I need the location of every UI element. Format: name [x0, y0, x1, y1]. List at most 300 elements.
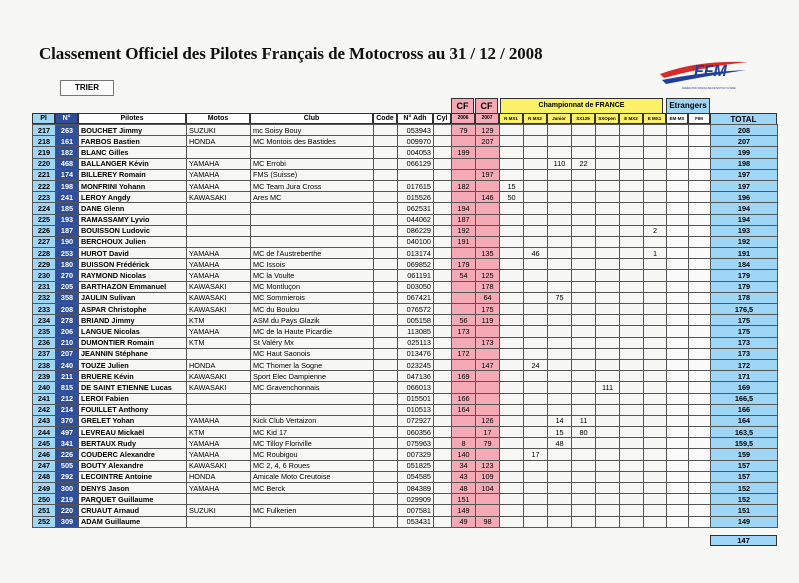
champ-cell [572, 236, 596, 247]
champ-cell [572, 326, 596, 337]
number-cell: 341 [56, 438, 79, 449]
champ-cell [548, 483, 572, 494]
moto-cell [187, 516, 251, 527]
code-cell [374, 180, 398, 191]
number-cell: 198 [56, 180, 79, 191]
table-row [33, 449, 778, 460]
champ-cell: 110 [548, 158, 572, 169]
champ-cell [524, 438, 548, 449]
table-row [33, 494, 778, 505]
table-row [33, 225, 778, 236]
champ-cell: 17 [524, 449, 548, 460]
champ-cell [644, 516, 667, 527]
champ-cell [524, 460, 548, 471]
code-cell [374, 326, 398, 337]
col-pilotes: Pilotes [78, 113, 186, 124]
total-cell: 176,5 [711, 304, 778, 315]
champ-cell [644, 158, 667, 169]
fim-cell [689, 505, 711, 516]
cyl-cell [434, 192, 452, 203]
champ-cell [644, 292, 667, 303]
code-cell [374, 382, 398, 393]
em-mx-cell [667, 427, 689, 438]
table-row [33, 471, 778, 482]
fim-cell [689, 348, 711, 359]
pilot-name: DE SAINT ETIENNE Lucas [79, 382, 187, 393]
table-row [33, 505, 778, 516]
moto-cell: KAWASAKI [187, 292, 251, 303]
cf2006-cell: 169 [452, 371, 476, 382]
champ-cell [548, 214, 572, 225]
rank-cell: 234 [33, 315, 56, 326]
cf2007-cell [476, 147, 500, 158]
pilot-name: LECOINTRE Antoine [79, 471, 187, 482]
code-cell [374, 427, 398, 438]
col-motos: Motos [186, 113, 250, 124]
champ-cell [500, 371, 524, 382]
championnat-header: Championnat de FRANCE [500, 98, 663, 114]
moto-cell: YAMAHA [187, 169, 251, 180]
rank-cell: 229 [33, 259, 56, 270]
champ-cell [500, 304, 524, 315]
table-row [33, 248, 778, 259]
pilot-name: TOUZE Julien [79, 359, 187, 370]
cf2007-cell: 64 [476, 292, 500, 303]
champ-cell [524, 225, 548, 236]
champ-cell [644, 371, 667, 382]
adh-cell: 013174 [398, 248, 434, 259]
club-cell: MC Montois des Bastides [251, 136, 374, 147]
champ-cell [644, 236, 667, 247]
champ-cell [596, 203, 620, 214]
cf2006-cell: 151 [452, 494, 476, 505]
champ-cell [500, 125, 524, 136]
rank-cell: 250 [33, 494, 56, 505]
cf2007-cell: 146 [476, 192, 500, 203]
total-cell: 192 [711, 236, 778, 247]
champ-cell [572, 270, 596, 281]
pilot-name: FOUILLET Anthony [79, 404, 187, 415]
club-cell: MC Berck [251, 483, 374, 494]
pilot-name: LEROI Fabien [79, 393, 187, 404]
pilot-name: MONFRINI Yohann [79, 180, 187, 191]
em-mx-cell [667, 449, 689, 460]
adh-cell: 013476 [398, 348, 434, 359]
cyl-cell [434, 169, 452, 180]
champ-cell [572, 516, 596, 527]
champ-cell [548, 125, 572, 136]
number-cell: 370 [56, 415, 79, 426]
cf2006-cell [452, 304, 476, 315]
sort-button[interactable]: TRIER [60, 80, 114, 96]
champ-cell [500, 516, 524, 527]
champ-cell [620, 505, 644, 516]
pilot-name: PARQUET Guillaume [79, 494, 187, 505]
code-cell [374, 337, 398, 348]
number-cell: 187 [56, 225, 79, 236]
total-cell: 197 [711, 169, 778, 180]
moto-cell: KAWASAKI [187, 460, 251, 471]
cyl-cell [434, 438, 452, 449]
fim-cell [689, 292, 711, 303]
champ-cell [596, 259, 620, 270]
ranking-table [32, 124, 778, 528]
champ-cell [524, 427, 548, 438]
champ-cell [596, 348, 620, 359]
champ-cell [596, 158, 620, 169]
cf2007-cell: 17 [476, 427, 500, 438]
cyl-cell [434, 483, 452, 494]
champ-cell [644, 147, 667, 158]
total-cell: 175 [711, 326, 778, 337]
club-cell: MC Montluçon [251, 281, 374, 292]
col-pl: Pl [32, 113, 55, 124]
champ-cell: 15 [500, 180, 524, 191]
pilot-name: JEANNIN Stéphane [79, 348, 187, 359]
table-row [33, 214, 778, 225]
champ-cell [644, 180, 667, 191]
total-cell: 166,5 [711, 393, 778, 404]
adh-cell: 004053 [398, 147, 434, 158]
moto-cell: YAMAHA [187, 248, 251, 259]
champ-cell [524, 483, 548, 494]
em-mx-cell [667, 136, 689, 147]
adh-cell: 003050 [398, 281, 434, 292]
cf2007-cell: 178 [476, 281, 500, 292]
champ-cell [620, 415, 644, 426]
club-cell: MC Gravenchonnais [251, 382, 374, 393]
em-mx-cell [667, 404, 689, 415]
champ-cell [500, 236, 524, 247]
table-row [33, 359, 778, 370]
pilot-name: ADAM Guillaume [79, 516, 187, 527]
champ-cell [596, 393, 620, 404]
champ-cell [524, 371, 548, 382]
adh-cell: 015526 [398, 192, 434, 203]
rank-cell: 223 [33, 192, 56, 203]
number-cell: 253 [56, 248, 79, 259]
code-cell [374, 393, 398, 404]
cyl-cell [434, 203, 452, 214]
champ-cell: 111 [596, 382, 620, 393]
col-nmx1: N MX1 [499, 113, 523, 124]
club-cell: MC de la Haute Picardie [251, 326, 374, 337]
number-cell: 497 [56, 427, 79, 438]
club-cell [251, 225, 374, 236]
number-cell: 207 [56, 348, 79, 359]
fim-cell [689, 270, 711, 281]
cyl-cell [434, 214, 452, 225]
champ-cell [644, 393, 667, 404]
total-cell: 149 [711, 516, 778, 527]
cf2006-cell: 199 [452, 147, 476, 158]
cf2006-cell: 191 [452, 236, 476, 247]
em-mx-cell [667, 158, 689, 169]
fim-cell [689, 225, 711, 236]
champ-cell [524, 471, 548, 482]
table-row [33, 203, 778, 214]
champ-cell [524, 337, 548, 348]
total-cell: 175 [711, 315, 778, 326]
fim-cell [689, 483, 711, 494]
fim-cell [689, 393, 711, 404]
champ-cell [572, 382, 596, 393]
adh-cell: 072927 [398, 415, 434, 426]
table-row [33, 136, 778, 147]
fim-cell [689, 125, 711, 136]
fim-cell [689, 281, 711, 292]
club-cell [251, 393, 374, 404]
cf2007-cell: 119 [476, 315, 500, 326]
champ-cell [644, 415, 667, 426]
club-cell [251, 214, 374, 225]
em-mx-cell [667, 304, 689, 315]
code-cell [374, 516, 398, 527]
cyl-cell [434, 259, 452, 270]
code-cell [374, 158, 398, 169]
table-row [33, 125, 778, 136]
cf2006-cell: 173 [452, 326, 476, 337]
champ-cell [500, 494, 524, 505]
code-cell [374, 259, 398, 270]
cf2007-cell [476, 371, 500, 382]
adh-cell: 054585 [398, 471, 434, 482]
champ-cell [524, 304, 548, 315]
cyl-cell [434, 359, 452, 370]
champ-cell [620, 471, 644, 482]
pilot-name: BLANC Gilles [79, 147, 187, 158]
adh-cell: 084389 [398, 483, 434, 494]
cf2007-cell [476, 393, 500, 404]
champ-cell: 22 [572, 158, 596, 169]
champ-cell [596, 471, 620, 482]
champ-cell [620, 404, 644, 415]
club-cell [251, 404, 374, 415]
cf2006-cell: 48 [452, 483, 476, 494]
total-cell: 178 [711, 292, 778, 303]
champ-cell [548, 371, 572, 382]
total-cell: 196 [711, 192, 778, 203]
champ-cell [548, 169, 572, 180]
cf2007-cell [476, 449, 500, 460]
number-cell: 270 [56, 270, 79, 281]
champ-cell [548, 494, 572, 505]
champ-cell: 80 [572, 427, 596, 438]
champ-cell [620, 169, 644, 180]
adh-cell: 062531 [398, 203, 434, 214]
cyl-cell [434, 236, 452, 247]
club-cell: MC Kid 17 [251, 427, 374, 438]
cf2007-cell [476, 404, 500, 415]
moto-cell: KTM [187, 427, 251, 438]
cf2007-cell [476, 348, 500, 359]
total-cell: 173 [711, 348, 778, 359]
champ-cell [644, 494, 667, 505]
champ-cell [620, 516, 644, 527]
rank-cell: 247 [33, 460, 56, 471]
cf-2006-header: CF [451, 98, 474, 114]
champ-cell [620, 214, 644, 225]
club-cell: St Valéry Mx [251, 337, 374, 348]
champ-cell [548, 304, 572, 315]
champ-cell [596, 337, 620, 348]
champ-cell [596, 438, 620, 449]
number-cell: 226 [56, 449, 79, 460]
club-cell: Kick Club Vertaizon [251, 415, 374, 426]
champ-cell [620, 270, 644, 281]
rank-cell: 233 [33, 304, 56, 315]
code-cell [374, 214, 398, 225]
code-cell [374, 147, 398, 158]
pilot-name: RAYMOND Nicolas [79, 270, 187, 281]
number-cell: 358 [56, 292, 79, 303]
adh-cell: 025113 [398, 337, 434, 348]
page-title: Classement Officiel des Pilotes Français de Motocross au 31 / 12 / 2008 [39, 44, 543, 63]
rank-cell: 244 [33, 427, 56, 438]
moto-cell: YAMAHA [187, 449, 251, 460]
cyl-cell [434, 225, 452, 236]
champ-cell [644, 203, 667, 214]
moto-cell: YAMAHA [187, 259, 251, 270]
cf2006-cell: 43 [452, 471, 476, 482]
champ-cell [500, 281, 524, 292]
cf2006-cell: 54 [452, 270, 476, 281]
number-cell: 211 [56, 371, 79, 382]
champ-cell [596, 248, 620, 259]
col-sxopen: SXOpen [595, 113, 619, 124]
adh-cell: 047136 [398, 371, 434, 382]
cf2006-cell [452, 337, 476, 348]
col-cf2007: 2007 [475, 113, 499, 124]
moto-cell: SUZUKI [187, 505, 251, 516]
col-junior: Junior [547, 113, 571, 124]
pilot-name: BUISSON Frédérick [79, 259, 187, 270]
champ-cell [596, 505, 620, 516]
rank-cell: 243 [33, 415, 56, 426]
champ-cell [596, 483, 620, 494]
champ-cell [596, 292, 620, 303]
champ-cell [572, 136, 596, 147]
champ-cell [644, 427, 667, 438]
club-cell [251, 147, 374, 158]
champ-cell [596, 147, 620, 158]
champ-cell [620, 494, 644, 505]
champ-cell [548, 337, 572, 348]
rank-cell: 240 [33, 382, 56, 393]
champ-cell [644, 483, 667, 494]
total-cell: 157 [711, 460, 778, 471]
table-row [33, 393, 778, 404]
cf2006-cell: 194 [452, 203, 476, 214]
champ-cell [548, 471, 572, 482]
champ-cell [596, 371, 620, 382]
total-cell: 159 [711, 449, 778, 460]
club-cell: ASM du Pays Glazik [251, 315, 374, 326]
champ-cell [548, 281, 572, 292]
number-cell: 161 [56, 136, 79, 147]
champ-cell [596, 326, 620, 337]
number-cell: 180 [56, 259, 79, 270]
cf2007-cell: 126 [476, 415, 500, 426]
pilot-name: FARBOS Bastien [79, 136, 187, 147]
champ-cell [548, 270, 572, 281]
adh-cell: 066129 [398, 158, 434, 169]
em-mx-cell [667, 438, 689, 449]
rank-cell: 252 [33, 516, 56, 527]
moto-cell: KAWASAKI [187, 304, 251, 315]
champ-cell [500, 359, 524, 370]
champ-cell [524, 415, 548, 426]
cf2006-cell [452, 169, 476, 180]
champ-cell [620, 125, 644, 136]
cf2006-cell: 49 [452, 516, 476, 527]
champ-cell [524, 393, 548, 404]
club-cell: mc Soisy Bouy [251, 125, 374, 136]
cyl-cell [434, 427, 452, 438]
em-mx-cell [667, 359, 689, 370]
champ-cell: 50 [500, 192, 524, 203]
champ-cell [524, 505, 548, 516]
club-cell: MC Errobi [251, 158, 374, 169]
cf2007-cell [476, 180, 500, 191]
champ-cell [644, 281, 667, 292]
col-fim: FIM [688, 113, 710, 124]
adh-cell [398, 169, 434, 180]
rank-cell: 245 [33, 438, 56, 449]
champ-cell [620, 371, 644, 382]
fim-cell [689, 304, 711, 315]
em-mx-cell [667, 147, 689, 158]
pilot-name: GRELET Yohan [79, 415, 187, 426]
total-cell: 163,5 [711, 427, 778, 438]
rank-cell: 228 [33, 248, 56, 259]
club-cell [251, 494, 374, 505]
moto-cell: HONDA [187, 359, 251, 370]
table-row [33, 404, 778, 415]
champ-cell [500, 270, 524, 281]
moto-cell: KAWASAKI [187, 192, 251, 203]
moto-cell [187, 348, 251, 359]
champ-cell [596, 494, 620, 505]
col-club: Club [250, 113, 373, 124]
champ-cell [524, 382, 548, 393]
champ-cell [572, 192, 596, 203]
champ-cell [500, 203, 524, 214]
fim-cell [689, 471, 711, 482]
champ-cell [548, 505, 572, 516]
cyl-cell [434, 371, 452, 382]
pilot-name: BALLANGER Kévin [79, 158, 187, 169]
em-mx-cell [667, 248, 689, 259]
champ-cell [572, 359, 596, 370]
fim-cell [689, 382, 711, 393]
em-mx-cell [667, 382, 689, 393]
champ-cell [572, 147, 596, 158]
champ-cell [524, 180, 548, 191]
total-cell: 169 [711, 382, 778, 393]
col-code: Code [373, 113, 397, 124]
number-cell: 292 [56, 471, 79, 482]
champ-cell [500, 337, 524, 348]
code-cell [374, 192, 398, 203]
champ-cell: 75 [548, 292, 572, 303]
col-no: N° [55, 113, 78, 124]
em-mx-cell [667, 169, 689, 180]
champ-cell [596, 169, 620, 180]
champ-cell [596, 304, 620, 315]
number-cell: 174 [56, 169, 79, 180]
club-cell: MC de l'Austreberthe [251, 248, 374, 259]
